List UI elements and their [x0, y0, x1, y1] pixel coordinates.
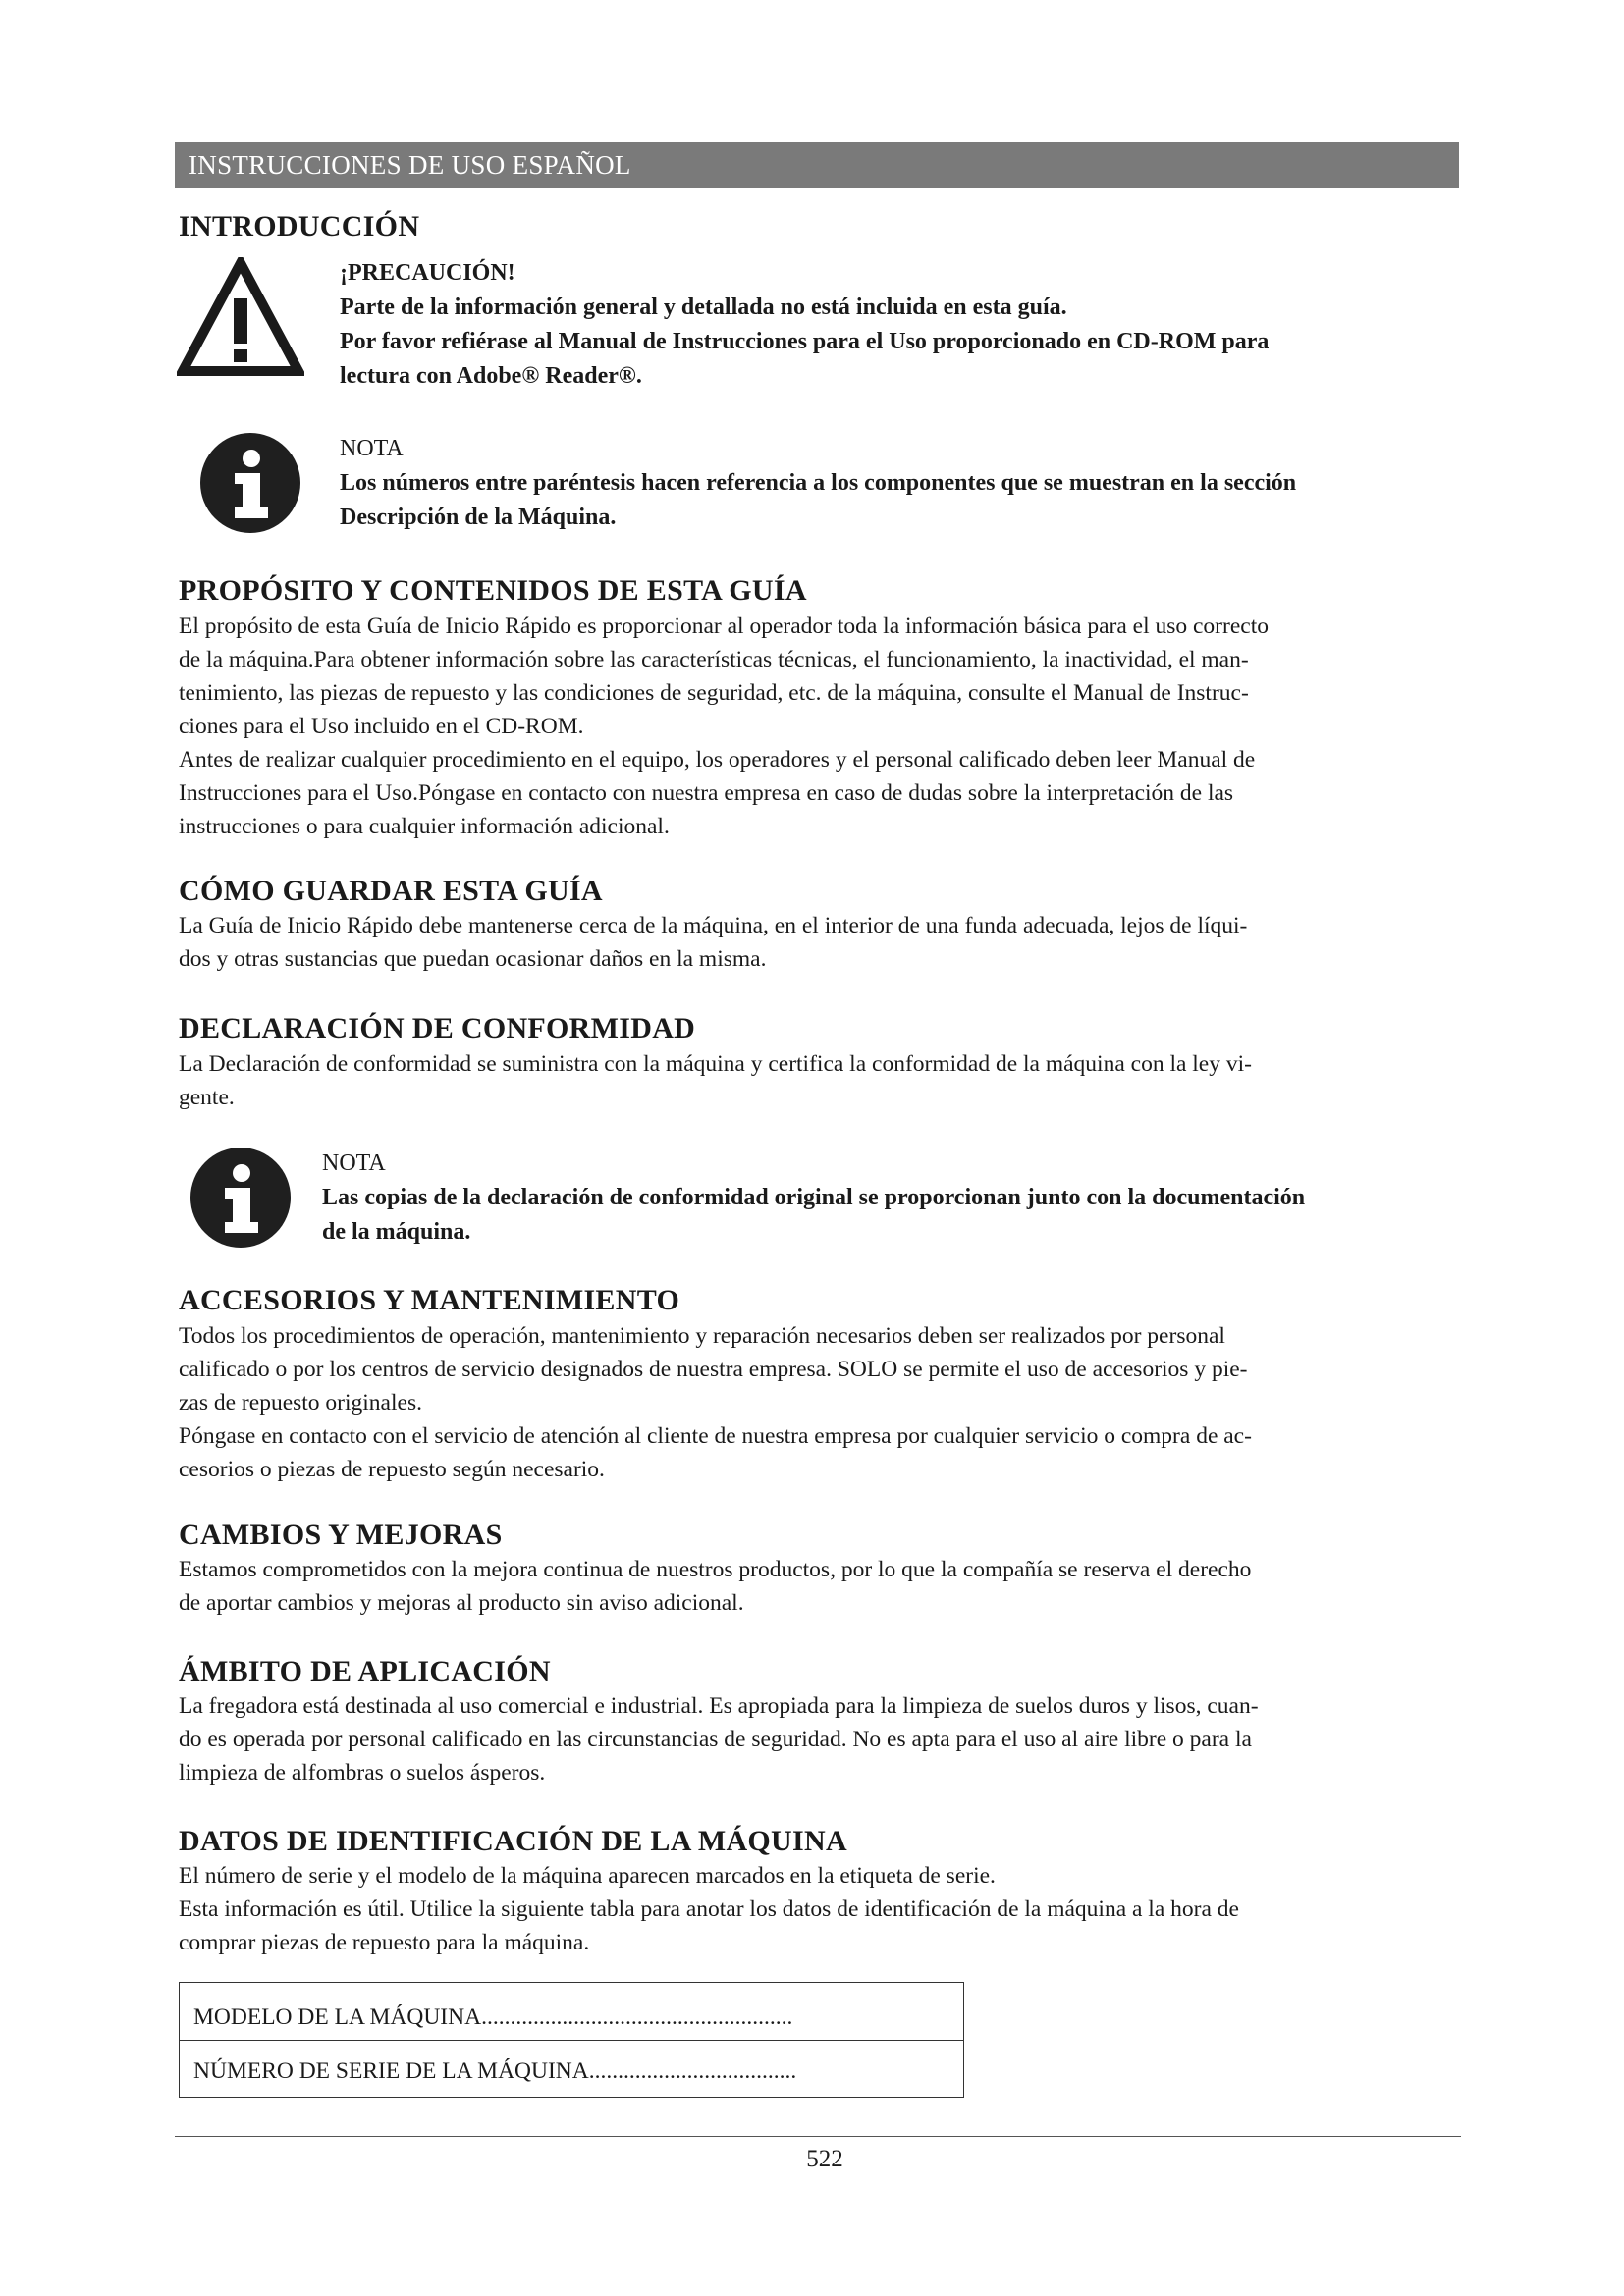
paragraph-accesorios	[179, 1319, 1485, 1486]
text-line: La fregadora está destinada al uso comercial e industrial. Es apropiada para la limpieza de suelos duros y lisos, cuan-	[179, 1693, 1259, 1719]
section-title-guardar: CÓMO GUARDAR ESTA GUÍA	[179, 875, 603, 907]
nota-declaracion	[322, 1147, 1305, 1250]
identification-table	[179, 1982, 964, 2098]
text-line: El número de serie y el modelo de la máquina aparecen marcados en la etiqueta de serie.	[179, 1863, 996, 1889]
text-line: gente.	[179, 1085, 235, 1110]
text-line: Antes de realizar cualquier procedimiento en el equipo, los operadores y el personal calificado deben leer Manual de	[179, 747, 1256, 773]
nota-line: Las copias de la declaración de conformidad original se proporcionan junto con la documentación	[322, 1185, 1306, 1210]
section-title-cambios: CAMBIOS Y MEJORAS	[179, 1519, 503, 1551]
text-line: Instrucciones para el Uso.Póngase en contacto con nuestra empresa en caso de dudas sobre la interpretación de las	[179, 780, 1234, 806]
header-title: INSTRUCCIONES DE USO ESPAÑOL	[189, 150, 631, 180]
text-line: comprar piezas de repuesto para la máquina.	[179, 1930, 590, 1955]
section-title-datos: DATOS DE IDENTIFICACIÓN DE LA MÁQUINA	[179, 1825, 847, 1857]
footer-rule	[175, 2136, 1461, 2137]
paragraph-proposito	[179, 610, 1485, 843]
text-line: Estamos comprometidos con la mejora continua de nuestros productos, por lo que la compañía se reserva el derecho	[179, 1557, 1252, 1582]
section-title-declaracion: DECLARACIÓN DE CONFORMIDAD	[179, 1012, 696, 1044]
precaucion-line: Por favor refiérase al Manual de Instrucciones para el Uso proporcionado en CD-ROM para	[340, 329, 1270, 354]
paragraph-datos	[179, 1859, 1485, 1959]
paragraph-cambios	[179, 1553, 1485, 1620]
paragraph-declaracion	[179, 1047, 1485, 1114]
precaucion-label: ¡PRECAUCIÓN!	[340, 260, 515, 286]
nota-label: NOTA	[322, 1150, 386, 1176]
serie-field: NÚMERO DE SERIE DE LA MÁQUINA....................................	[180, 2040, 963, 2097]
text-line: La Guía de Inicio Rápido debe mantenerse cerca de la máquina, en el interior de una funda adecuada, lejos de líqui-	[179, 913, 1248, 938]
paragraph-ambito	[179, 1689, 1485, 1789]
paragraph-guardar	[179, 909, 1485, 976]
precaucion-line: lectura con Adobe® Reader®.	[340, 363, 642, 389]
nota-line: Los números entre paréntesis hacen referencia a los componentes que se muestran en la sección	[340, 470, 1297, 496]
precaucion-notice	[340, 256, 1269, 394]
nota-label: NOTA	[340, 436, 404, 461]
nota-introduccion	[340, 432, 1296, 535]
section-title-accesorios: ACCESORIOS Y MANTENIMIENTO	[179, 1284, 680, 1316]
text-line: La Declaración de conformidad se suministra con la máquina y certifica la conformidad de la máquina con la ley vi-	[179, 1051, 1252, 1077]
text-line: ciones para el Uso incluido en el CD-ROM.	[179, 714, 584, 739]
header-bar	[175, 142, 1459, 188]
text-line: do es operada por personal calificado en las circunstancias de seguridad. No es apta para el uso al aire libre o para la	[179, 1727, 1252, 1752]
text-line: El propósito de esta Guía de Inicio Rápido es proporcionar al operador toda la información básica para el uso correcto	[179, 614, 1269, 639]
text-line: tenimiento, las piezas de repuesto y las condiciones de seguridad, etc. de la máquina, consulte el Manual de Instruc-	[179, 680, 1249, 706]
text-line: Esta información es útil. Utilice la siguiente tabla para anotar los datos de identificación de la máquina a la hora de	[179, 1896, 1239, 1922]
info-circle-icon	[199, 432, 301, 534]
page-number: 522	[806, 2146, 843, 2172]
precaucion-line: Parte de la información general y detallada no está incluida en esta guía.	[340, 294, 1067, 320]
section-title-proposito: PROPÓSITO Y CONTENIDOS DE ESTA GUÍA	[179, 574, 807, 607]
text-line: Póngase en contacto con el servicio de atención al cliente de nuestra empresa por cualquier servicio o compra de ac-	[179, 1423, 1252, 1449]
section-title-introduccion: INTRODUCCIÓN	[179, 210, 420, 242]
text-line: de aportar cambios y mejoras al producto sin aviso adicional.	[179, 1590, 744, 1616]
text-line: calificado o por los centros de servicio designados de nuestra empresa. SOLO se permite el uso de accesorios y pie-	[179, 1357, 1248, 1382]
text-line: cesorios o piezas de repuesto según necesario.	[179, 1457, 605, 1482]
text-line: limpieza de alfombras o suelos ásperos.	[179, 1760, 546, 1786]
nota-line: de la máquina.	[322, 1219, 471, 1245]
text-line: Todos los procedimientos de operación, mantenimiento y reparación necesarios deben ser realizados por personal	[179, 1323, 1225, 1349]
text-line: instrucciones o para cualquier información adicional.	[179, 814, 670, 839]
modelo-field: MODELO DE LA MÁQUINA......................................................	[193, 2004, 793, 2030]
text-line: de la máquina.Para obtener información sobre las características técnicas, el funcionamiento, la inactividad, el man-	[179, 647, 1249, 672]
text-line: zas de repuesto originales.	[179, 1390, 422, 1415]
text-line: dos y otras sustancias que puedan ocasionar daños en la misma.	[179, 946, 767, 972]
nota-line: Descripción de la Máquina.	[340, 505, 617, 530]
warning-triangle-icon	[177, 257, 304, 379]
info-circle-icon	[189, 1147, 292, 1249]
section-title-ambito: ÁMBITO DE APLICACIÓN	[179, 1655, 551, 1687]
